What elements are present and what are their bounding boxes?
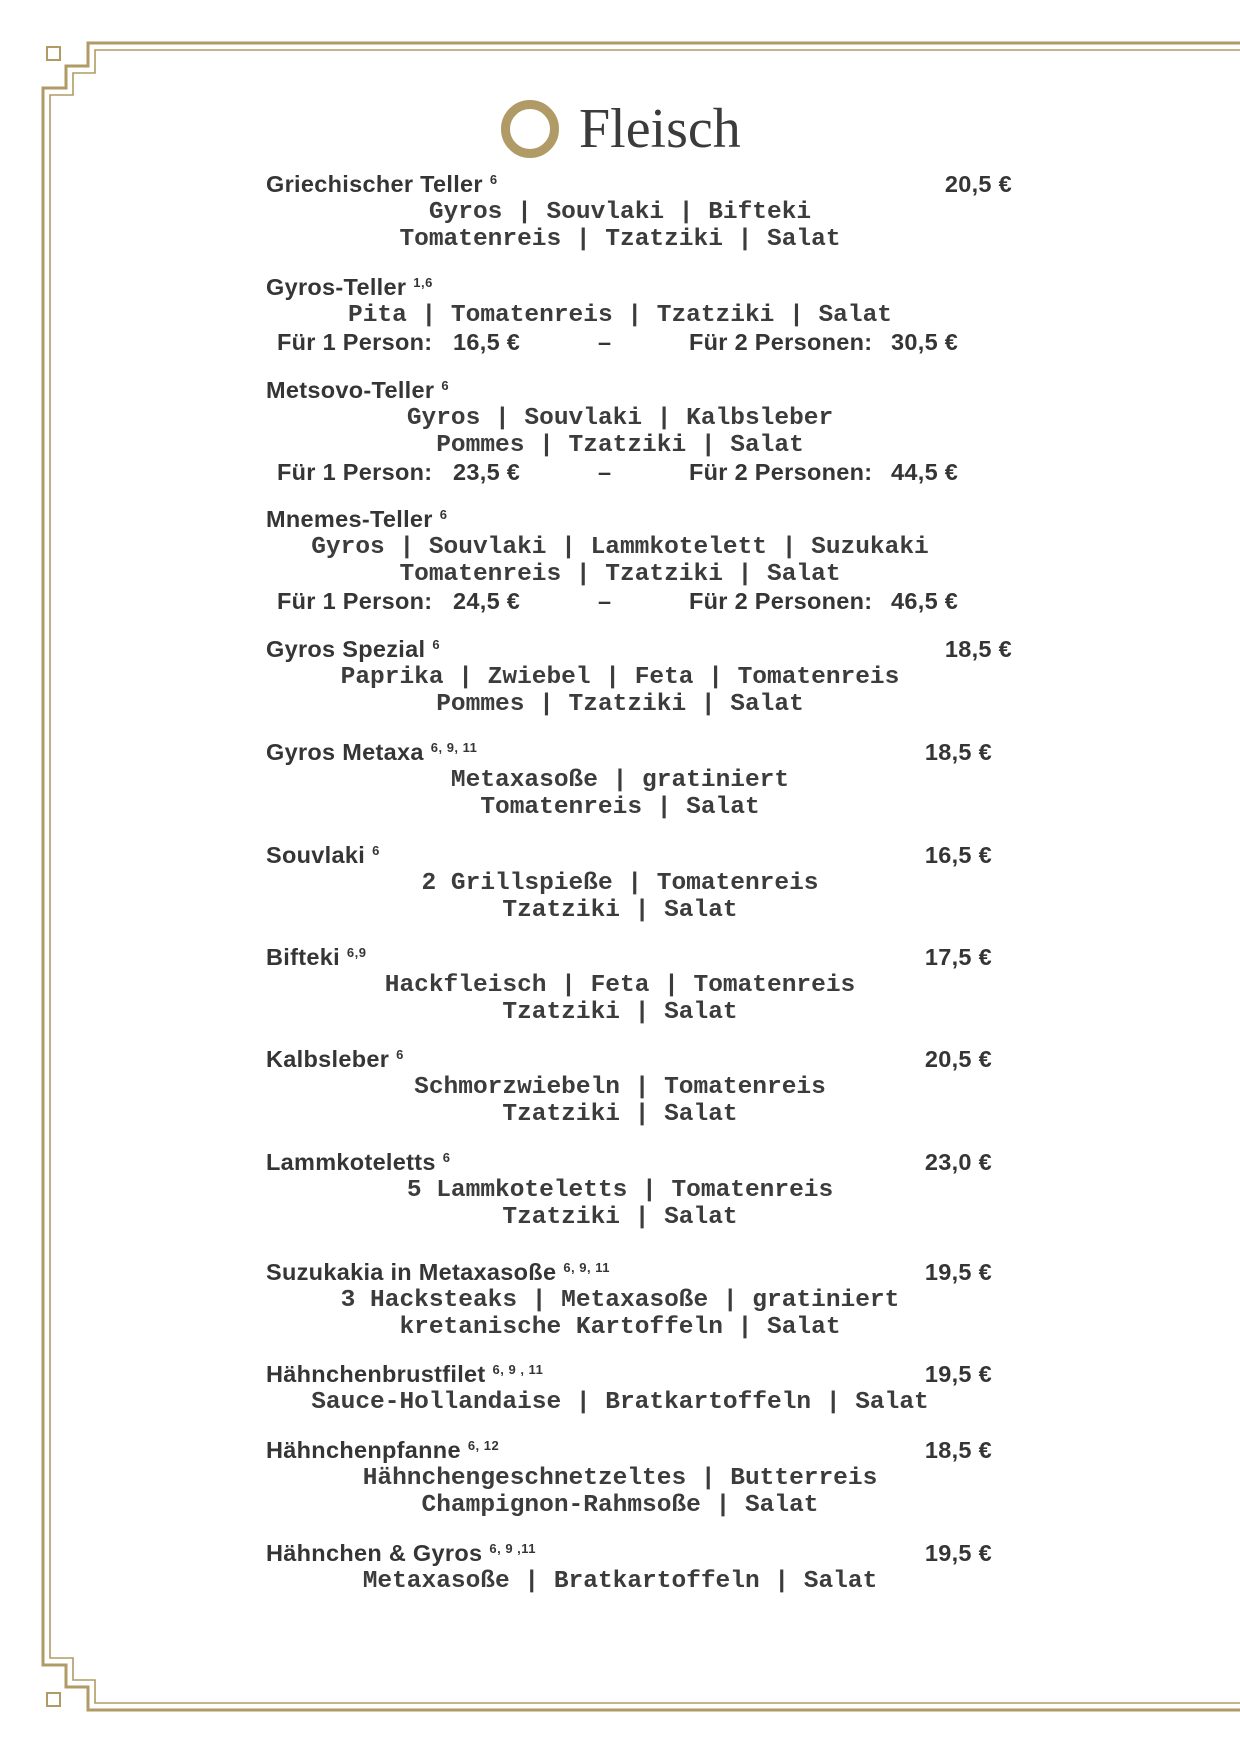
dish-description-line: Tzatziki | Salat	[502, 999, 738, 1026]
dish-name: Griechischer Teller	[266, 171, 483, 197]
dish-price: 19,5 €	[924, 1540, 992, 1566]
allergen-codes: 6, 9, 11	[430, 740, 478, 755]
dish-description-line: Pita | Tomatenreis | Tzatziki | Salat	[348, 302, 892, 329]
dish-title	[266, 376, 449, 408]
menu-item	[0, 1360, 1240, 1416]
menu-item-header	[0, 1360, 1240, 1389]
dish-description-line: Gyros | Souvlaki | Bifteki	[428, 199, 812, 226]
one-person-label: Für 1 Person:	[277, 459, 433, 485]
allergen-codes: 6, 9 , 11	[492, 1362, 544, 1377]
menu-item	[0, 1258, 1240, 1341]
menu-item-header	[0, 1258, 1240, 1287]
menu-item	[0, 738, 1240, 821]
dish-description-line: Tomatenreis | Tzatziki | Salat	[399, 226, 841, 253]
dish-name: Gyros Metaxa	[266, 739, 424, 765]
dish-description-line: Champignon-Rahmsoße | Salat	[421, 1492, 819, 1519]
person-prices	[0, 329, 1240, 356]
dish-price: 17,5 €	[924, 944, 992, 970]
menu-item	[0, 273, 1240, 356]
dish-name: Gyros Spezial	[266, 636, 426, 662]
menu-item-header	[0, 1436, 1240, 1465]
two-persons-price: 44,5 €	[891, 459, 959, 485]
menu-item	[0, 635, 1240, 718]
dish-description-line: Hähnchengeschnetzeltes | Butterreis	[362, 1465, 878, 1492]
dish-title	[266, 1148, 451, 1180]
dish-description-line: Sauce-Hollandaise | Bratkartoffeln | Salat	[311, 1389, 929, 1416]
dish-name: Bifteki	[266, 944, 340, 970]
price-separator: –	[598, 459, 612, 485]
menu-item	[0, 1148, 1240, 1231]
menu-item-header	[0, 505, 1240, 534]
two-persons-label: Für 2 Personen:	[689, 329, 873, 355]
allergen-codes: 6,9	[346, 945, 367, 960]
dish-price: 19,5 €	[924, 1361, 992, 1387]
dish-title	[266, 1045, 404, 1077]
menu-item	[0, 841, 1240, 924]
dish-description-line: Hackfleisch | Feta | Tomatenreis	[384, 972, 856, 999]
dish-description-line: 5 Lammkoteletts | Tomatenreis	[406, 1177, 834, 1204]
corner-square-icon	[47, 1693, 60, 1706]
one-person-price: 24,5 €	[453, 588, 521, 614]
page-title: Fleisch	[579, 98, 741, 160]
menu-item-header	[0, 841, 1240, 870]
dish-title	[266, 1436, 499, 1468]
menu-item-header	[0, 376, 1240, 405]
dish-description-line: Gyros | Souvlaki | Kalbsleber	[406, 405, 834, 432]
one-person-label: Für 1 Person:	[277, 329, 433, 355]
dish-description-line: Schmorzwiebeln | Tomatenreis	[414, 1074, 826, 1101]
dish-price: 20,5 €	[944, 171, 1012, 197]
dish-description-line: Paprika | Zwiebel | Feta | Tomatenreis	[340, 664, 900, 691]
dish-title	[266, 273, 433, 305]
dish-name: Metsovo-Teller	[266, 377, 435, 403]
menu-item-header	[0, 170, 1240, 199]
dish-name: Mnemes-Teller	[266, 506, 433, 532]
menu-item-header	[0, 635, 1240, 664]
dish-title	[266, 738, 477, 770]
menu-item	[0, 943, 1240, 1026]
dish-description-line: 3 Hacksteaks | Metaxasoße | gratiniert	[340, 1287, 900, 1314]
dish-description-line: Gyros | Souvlaki | Lammkotelett | Suzukaki	[311, 534, 929, 561]
dish-price: 23,0 €	[924, 1149, 992, 1175]
dish-title	[266, 1539, 536, 1571]
dish-price: 18,5 €	[944, 636, 1012, 662]
dish-description-line: Tomatenreis | Salat	[480, 794, 760, 821]
person-prices	[0, 588, 1240, 615]
dish-name: Hähnchenpfanne	[266, 1437, 461, 1463]
allergen-codes: 6, 9 ,11	[489, 1541, 537, 1556]
dish-title	[266, 1360, 543, 1392]
dish-price: 18,5 €	[924, 1437, 992, 1463]
menu-item	[0, 1436, 1240, 1519]
two-persons-label: Für 2 Personen:	[689, 588, 873, 614]
dish-price: 16,5 €	[924, 842, 992, 868]
dish-title	[266, 170, 498, 202]
dish-description-line: 2 Grillspieße | Tomatenreis	[421, 870, 819, 897]
allergen-codes: 6, 12	[467, 1438, 500, 1453]
dish-name: Suzukakia in Metaxasoße	[266, 1259, 557, 1285]
dish-title	[266, 841, 380, 873]
menu-item	[0, 505, 1240, 615]
allergen-codes: 6	[439, 507, 448, 522]
allergen-codes: 6	[372, 843, 380, 858]
one-person-price: 16,5 €	[453, 329, 521, 355]
menu-item-header	[0, 273, 1240, 302]
dish-title	[266, 943, 367, 975]
dish-description-line: Metaxasoße | Bratkartoffeln | Salat	[362, 1568, 878, 1595]
dish-description-line: Pommes | Tzatziki | Salat	[436, 432, 804, 459]
dish-title	[266, 635, 440, 667]
menu-item-header	[0, 738, 1240, 767]
two-persons-label: Für 2 Personen:	[689, 459, 873, 485]
one-person-label: Für 1 Person:	[277, 588, 433, 614]
allergen-codes: 6	[442, 1150, 451, 1165]
dish-description-line: Tzatziki | Salat	[502, 897, 738, 924]
dish-title	[266, 1258, 610, 1290]
dish-description-line: Metaxasoße | gratiniert	[450, 767, 790, 794]
allergen-codes: 6, 9, 11	[563, 1260, 610, 1275]
dish-name: Souvlaki	[266, 842, 366, 868]
menu-item-header	[0, 943, 1240, 972]
dish-name: Gyros-Teller	[266, 274, 407, 300]
dish-name: Hähnchenbrustfilet	[266, 1361, 486, 1387]
dish-description-line: Tzatziki | Salat	[502, 1101, 738, 1128]
dish-name: Hähnchen & Gyros	[266, 1540, 483, 1566]
dish-description-line: Tzatziki | Salat	[502, 1204, 738, 1231]
menu-item-header	[0, 1539, 1240, 1568]
menu-item	[0, 376, 1240, 486]
menu-item-header	[0, 1148, 1240, 1177]
dish-description-line: Tomatenreis | Tzatziki | Salat	[399, 561, 841, 588]
allergen-codes: 6	[489, 172, 498, 187]
allergen-codes: 6	[441, 378, 450, 393]
dish-price: 19,5 €	[924, 1259, 992, 1285]
circle-ornament-icon	[501, 100, 559, 158]
price-separator: –	[598, 329, 612, 355]
menu-item	[0, 1539, 1240, 1595]
one-person-price: 23,5 €	[453, 459, 521, 485]
dish-title	[266, 505, 447, 537]
dish-description-line: kretanische Kartoffeln | Salat	[399, 1314, 841, 1341]
dish-price: 20,5 €	[924, 1046, 992, 1072]
two-persons-price: 30,5 €	[891, 329, 959, 355]
corner-square-icon	[47, 47, 60, 60]
price-separator: –	[598, 588, 612, 614]
dish-name: Kalbsleber	[266, 1046, 390, 1072]
dish-description-line: Pommes | Tzatziki | Salat	[436, 691, 804, 718]
menu-item	[0, 1045, 1240, 1128]
person-prices	[0, 459, 1240, 486]
menu-item-header	[0, 1045, 1240, 1074]
dish-price: 18,5 €	[924, 739, 992, 765]
allergen-codes: 6	[396, 1047, 404, 1062]
allergen-codes: 1,6	[413, 275, 433, 290]
allergen-codes: 6	[432, 637, 441, 652]
two-persons-price: 46,5 €	[891, 588, 959, 614]
menu-item	[0, 170, 1240, 253]
dish-name: Lammkoteletts	[266, 1149, 436, 1175]
